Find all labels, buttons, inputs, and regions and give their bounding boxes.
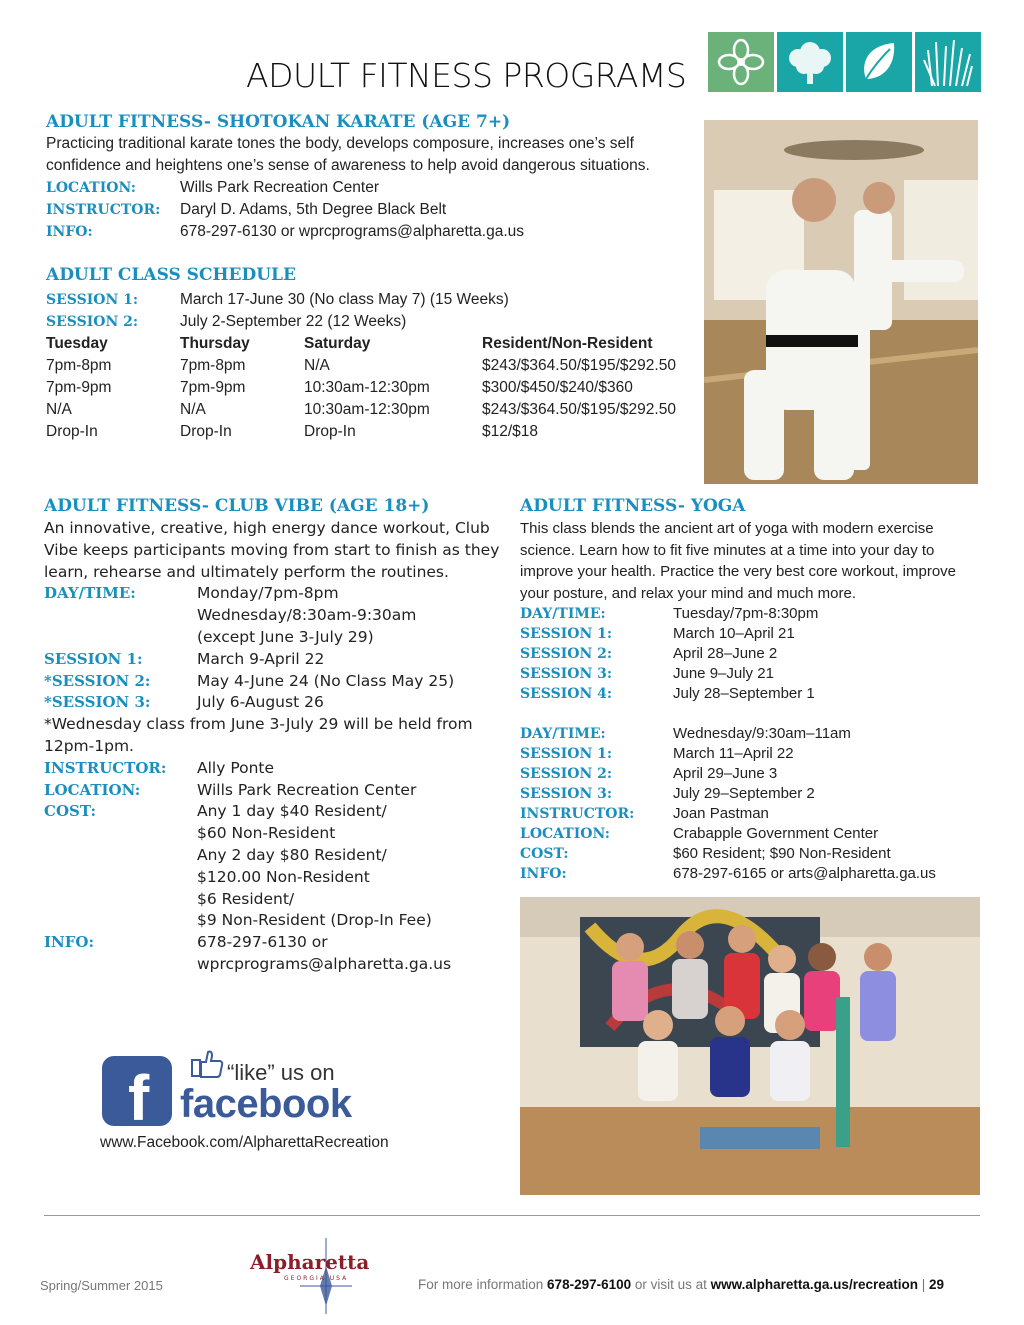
yoga-label: LOCATION:: [520, 826, 610, 842]
yoga-row: [520, 604, 980, 624]
yoga-value: $60 Resident; $90 Non-Resident: [673, 845, 891, 862]
yoga-label: COST:: [520, 846, 569, 862]
table-row: [46, 355, 696, 377]
page-title: ADULT FITNESS PROGRAMS: [246, 56, 687, 95]
yoga-row: [520, 684, 980, 704]
karate-heading: ADULT FITNESS- SHOTOKAN KARATE (AGE 7+): [46, 112, 511, 132]
table-cell: N/A: [180, 401, 206, 418]
svg-text:f: f: [128, 1062, 150, 1130]
yoga-label: SESSION 1:: [520, 626, 613, 642]
grass-icon: [915, 32, 981, 92]
karate-location-value: Wills Park Recreation Center: [180, 179, 379, 196]
yoga-value: April 28–June 2: [673, 645, 778, 662]
fitness-group-photo: [520, 897, 980, 1195]
club-daytime-label: DAY/TIME:: [44, 584, 136, 603]
club-info-value: [197, 932, 504, 976]
club-session-2-value: May 4-June 24 (No Class May 25): [197, 671, 455, 690]
yoga-label: SESSION 2:: [520, 646, 613, 662]
club-cost-line: $6 Resident/: [197, 889, 295, 908]
schedule-session-row: [46, 289, 696, 311]
column-header: Tuesday: [46, 335, 108, 352]
club-session-3-value: July 6-August 26: [197, 693, 324, 712]
yoga-value: Joan Pastman: [673, 805, 769, 822]
table-cell: 7pm-8pm: [180, 357, 246, 374]
yoga-label: SESSION 4:: [520, 686, 613, 702]
yoga-row: [520, 744, 980, 764]
club-vibe-heading: ADULT FITNESS- CLUB VIBE (AGE 18+): [44, 496, 430, 516]
yoga-row: [520, 804, 980, 824]
karate-section: [46, 112, 686, 243]
yoga-row: [520, 864, 980, 884]
facebook-like-text: “like” us on: [227, 1060, 335, 1085]
club-session-1-row: [44, 649, 504, 671]
yoga-value: April 29–June 3: [673, 765, 778, 782]
footer-divider: [44, 1215, 980, 1216]
yoga-description: This class blends the ancient art of yoga with modern exercise science. Learn how to fit five minutes at a time into your day to improve your health. Practice the very best core workout, improve your posture, and relax your mind and much more.: [520, 520, 957, 602]
schedule-header-row: [46, 333, 696, 355]
yoga-label: SESSION 3:: [520, 786, 613, 802]
karate-info-label: INFO:: [46, 224, 93, 240]
club-vibe-section: [44, 496, 504, 976]
facebook-badge[interactable]: [100, 1044, 420, 1130]
table-cell: 7pm-9pm: [46, 379, 112, 396]
club-cost-line: $60 Non-Resident: [197, 824, 336, 843]
club-location-label: LOCATION:: [44, 780, 141, 799]
alpharetta-logo: [246, 1236, 376, 1316]
yoga-value: July 28–September 1: [673, 685, 815, 702]
karate-info-value: 678-297-6130 or wprcprograms@alpharetta.ga.us: [180, 223, 525, 240]
table-cell: Drop-In: [46, 423, 98, 440]
club-cost-row: [44, 801, 504, 932]
yoga-value: March 11–April 22: [673, 745, 794, 762]
schedule-session-2-label: SESSION 2:: [46, 314, 139, 330]
footer-info-mid: or visit us at: [631, 1277, 711, 1292]
table-cell: $300/$450/$240/$360: [482, 379, 633, 396]
club-session-3-label: *SESSION 3:: [44, 693, 151, 712]
yoga-value: June 9–July 21: [673, 665, 774, 682]
karate-location-row: [46, 177, 686, 199]
club-session-2-label: *SESSION 2:: [44, 671, 151, 690]
club-instructor-row: [44, 758, 504, 780]
yoga-label: SESSION 3:: [520, 666, 613, 682]
table-cell: Drop-In: [304, 423, 356, 440]
flower-icon: [708, 32, 774, 92]
facebook-url-link[interactable]: www.Facebook.com/AlpharettaRecreation: [100, 1134, 389, 1151]
yoga-value: Tuesday/7pm-8:30pm: [673, 605, 819, 622]
yoga-row: [520, 664, 980, 684]
schedule-session-1-value: March 17-June 30 (No class May 7) (15 Weeks): [180, 291, 509, 308]
footer-contact: [418, 1277, 944, 1292]
club-daytime-line: Monday/7pm-8pm: [197, 584, 339, 603]
club-cost-line: Any 1 day $40 Resident/: [197, 802, 387, 821]
page-number: 29: [928, 1277, 945, 1292]
table-row: [46, 377, 696, 399]
table-row: [46, 399, 696, 421]
yoga-label: DAY/TIME:: [520, 606, 606, 622]
table-cell: $243/$364.50/$195/$292.50: [482, 401, 676, 418]
club-info-line: wprcprograms@alpharetta.ga.us: [197, 954, 452, 973]
club-cost-line: $9 Non-Resident (Drop-In Fee): [197, 911, 432, 930]
table-cell: $243/$364.50/$195/$292.50: [482, 357, 676, 374]
column-header: Thursday: [180, 335, 250, 352]
yoga-value: Crabapple Government Center: [673, 825, 879, 842]
yoga-value: July 29–September 2: [673, 785, 815, 802]
column-header: Saturday: [304, 335, 371, 352]
karate-photo: [704, 120, 978, 484]
yoga-row: [520, 784, 980, 804]
yoga-section: [520, 496, 980, 884]
leaf-icon: [846, 32, 912, 92]
karate-info-row: [46, 221, 686, 243]
club-vibe-description: An innovative, creative, high energy dance workout, Club Vibe keeps participants moving from start to finish as they learn, rehearse and ultimately perform the routines.: [44, 519, 500, 581]
club-location-row: [44, 780, 504, 802]
yoga-row: [520, 844, 980, 864]
club-info-label: INFO:: [44, 933, 94, 952]
table-cell: N/A: [46, 401, 72, 418]
title-icon-row: [708, 32, 981, 92]
yoga-heading: ADULT FITNESS- YOGA: [520, 496, 746, 516]
yoga-value: 678-297-6165 or arts@alpharetta.ga.us: [673, 865, 936, 882]
karate-location-label: LOCATION:: [46, 180, 136, 196]
club-info-line: 678-297-6130 or: [197, 933, 328, 952]
table-cell: 7pm-9pm: [180, 379, 246, 396]
club-session-1-value: March 9-April 22: [197, 649, 325, 668]
club-info-row: [44, 932, 504, 976]
club-instructor-value: Ally Ponte: [197, 758, 275, 777]
logo-subtext: GEORGIA USA: [284, 1275, 349, 1282]
club-cost-value: [197, 801, 504, 932]
schedule-table: [46, 289, 696, 443]
table-cell: N/A: [304, 357, 330, 374]
footer-season: Spring/Summer 2015: [40, 1278, 163, 1293]
club-session-2-row: [44, 671, 504, 693]
footer-phone[interactable]: 678-297-6100: [547, 1277, 632, 1292]
table-cell: Drop-In: [180, 423, 232, 440]
club-cost-line: Any 2 day $80 Resident/: [197, 845, 387, 864]
schedule-session-1-label: SESSION 1:: [46, 292, 139, 308]
club-note: *Wednesday class from June 3-July 29 will be held from 12pm-1pm.: [44, 715, 473, 755]
yoga-row: [520, 624, 980, 644]
table-cell: 10:30am-12:30pm: [304, 379, 430, 396]
facebook-brand: facebook: [180, 1082, 352, 1126]
yoga-label: INSTRUCTOR:: [520, 806, 635, 822]
yoga-row: [520, 824, 980, 844]
logo-text: Alpharetta: [250, 1250, 370, 1274]
club-cost-label: COST:: [44, 802, 97, 821]
club-daytime-value: [197, 583, 504, 648]
column-header: Resident/Non-Resident: [482, 335, 653, 352]
table-cell: $12/$18: [482, 423, 539, 440]
footer-separator: |: [917, 1277, 929, 1292]
yoga-row: [520, 764, 980, 784]
karate-description: Practicing traditional karate tones the body, develops composure, increases one’s self confidence and heightens one’s sense of awareness to help avoid dangerous situations.: [46, 135, 650, 174]
footer-website-link[interactable]: www.alpharetta.ga.us/recreation: [710, 1277, 918, 1292]
schedule-heading: ADULT CLASS SCHEDULE: [46, 265, 296, 285]
karate-instructor-label: INSTRUCTOR:: [46, 202, 161, 218]
table-row: [46, 421, 696, 443]
yoga-row: [520, 644, 980, 664]
club-daytime-line: Wednesday/8:30am-9:30am: [197, 606, 417, 625]
yoga-value: Wednesday/9:30am–11am: [673, 725, 851, 742]
yoga-label: INFO:: [520, 866, 567, 882]
club-cost-line: $120.00 Non-Resident: [197, 867, 370, 886]
yoga-label: SESSION 2:: [520, 766, 613, 782]
club-location-value: Wills Park Recreation Center: [197, 780, 417, 799]
yoga-value: March 10–April 21: [673, 625, 795, 642]
tree-icon: [777, 32, 843, 92]
club-session-1-label: SESSION 1:: [44, 649, 143, 668]
karate-instructor-value: Daryl D. Adams, 5th Degree Black Belt: [180, 201, 447, 218]
club-daytime-line: (except June 3-July 29): [197, 627, 374, 646]
club-daytime-row: [44, 583, 504, 648]
club-instructor-label: INSTRUCTOR:: [44, 758, 167, 777]
karate-instructor-row: [46, 199, 686, 221]
yoga-row: [520, 724, 980, 744]
schedule-session-2-value: July 2-September 22 (12 Weeks): [180, 313, 407, 330]
club-session-3-row: [44, 692, 504, 714]
yoga-label: DAY/TIME:: [520, 726, 606, 742]
table-cell: 10:30am-12:30pm: [304, 401, 430, 418]
schedule-session-row: [46, 311, 696, 333]
table-cell: 7pm-8pm: [46, 357, 112, 374]
yoga-label: SESSION 1:: [520, 746, 613, 762]
footer-info-prefix: For more information: [418, 1277, 548, 1292]
